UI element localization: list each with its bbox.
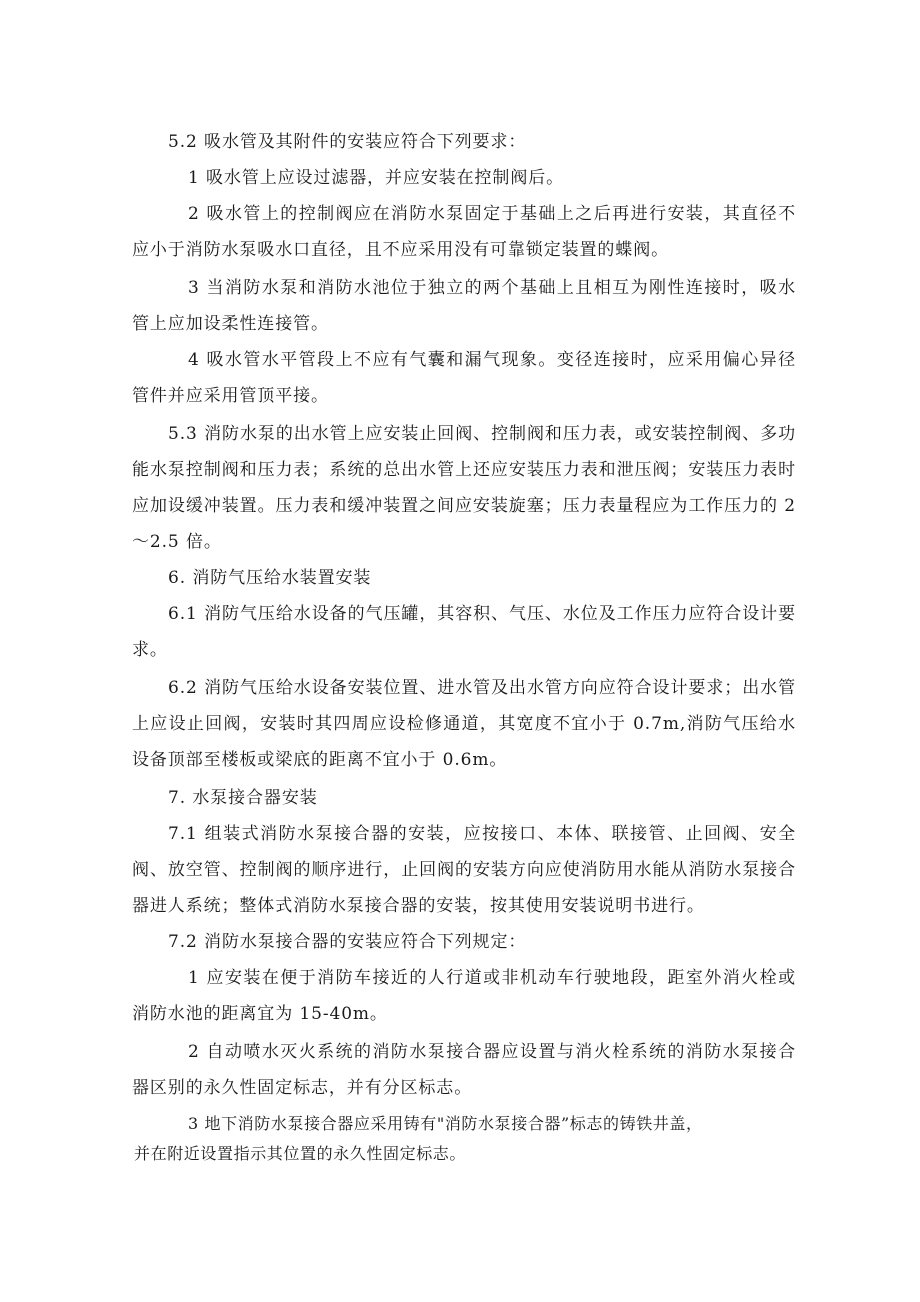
paragraph-7-2-item-3-continued: 并在附近设置指示其位置的永久性固定标志。 — [134, 1144, 467, 1163]
paragraph-7-1: 7.1 组装式消防水泵接合器的安装，应按接口、本体、联接管、止回阀、安全阀、放空管、控制阀的顺序进行，止回阀的安装方向应使消防用水能从消防水泵接合器进人系统；整体式消防水泵接合器的安装，按其使用安装说明书进行。 — [132, 824, 796, 916]
heading-7: 7. 水泵接合器安装 — [168, 788, 318, 808]
paragraph-7-2-item-1: 1 应安装在便于消防车接近的人行道或非机动车行驶地段，距室外消火栓或消防水池的距离宜为 15-40m。 — [132, 968, 796, 1024]
paragraph-5-2-item-2: 2 吸水管上的控制阀应在消防水泵固定于基础上之后再进行安装，其直径不应小于消防水泵吸水口直径，且不应采用没有可靠锁定装置的蝶阀。 — [132, 204, 796, 260]
paragraph-6-2: 6.2 消防气压给水设备安装位置、进水管及出水管方向应符合设计要求；出水管上应设止回阀，安装时其四周应设检修通道，其宽度不宜小于 0.7m,消防气压给水设备顶部至楼板或梁底的距离不宜小于 0.6m。 — [132, 678, 796, 770]
paragraph-6-1: 6.1 消防气压给水设备的气压罐，其容积、气压、水位及工作压力应符合设计要求。 — [132, 604, 796, 660]
paragraph-7-2-item-3: 3 地下消防水泵接合器应采用铸有"消防水泵接合器”标志的铸铁井盖， — [188, 1114, 703, 1133]
heading-6: 6. 消防气压给水装置安装 — [168, 568, 372, 588]
paragraph-5-2: 5.2 吸水管及其附件的安装应符合下列要求： — [168, 132, 527, 152]
paragraph-5-2-item-3: 3 当消防水泵和消防水池位于独立的两个基础上且相互为刚性连接时，吸水管上应加设柔性连接管。 — [132, 278, 796, 334]
paragraph-5-2-item-4: 4 吸水管水平管段上不应有气囊和漏气现象。变径连接时，应采用偏心异径管件并应采用管顶平接。 — [132, 350, 796, 406]
paragraph-7-2: 7.2 消防水泵接合器的安装应符合下列规定： — [168, 932, 527, 952]
paragraph-7-2-item-2: 2 自动喷水灭火系统的消防水泵接合器应设置与消火栓系统的消防水泵接合器区别的永久性固定标志，并有分区标志。 — [132, 1042, 796, 1098]
paragraph-5-3: 5.3 消防水泵的出水管上应安装止回阀、控制阀和压力表，或安装控制阀、多功能水泵控制阀和压力表；系统的总出水管上还应安装压力表和泄压阀；安装压力表时应加设缓冲装置。压力表和缓冲装置之间应安装旋塞；压力表量程应为工作压力的 2～2.5 倍。 — [132, 424, 796, 552]
paragraph-5-2-item-1: 1 吸水管上应设过滤器，并应安装在控制阀后。 — [188, 168, 565, 188]
